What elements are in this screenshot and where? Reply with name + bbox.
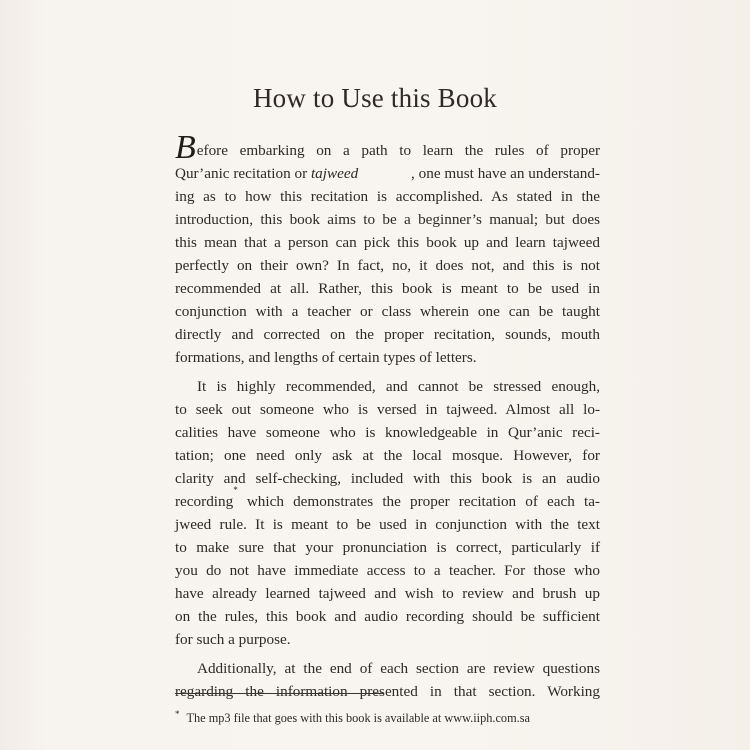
text-line (175, 398, 600, 421)
text-line (175, 657, 600, 680)
line-text: you do not have immediate access to a teacher. For those who (175, 562, 600, 579)
text-line (175, 582, 600, 605)
line-text: , one must have an understand- (411, 165, 600, 182)
paragraph-3 (175, 657, 600, 703)
line-text: ing as to how this recitation is accomplished. As stated in the (175, 188, 600, 205)
line-text: directly and corrected on the proper recitation, sounds, mouth (175, 326, 600, 343)
text-line (175, 485, 600, 513)
text-line (175, 536, 600, 559)
line-text: for such a purpose. (175, 631, 291, 648)
text-line (175, 444, 600, 467)
line-text: perfectly on their own? In fact, no, it does not, and this is not (175, 257, 600, 274)
line-text: Additionally, at the end of each section are review questions (197, 660, 600, 677)
text-line (175, 323, 600, 346)
text-line (175, 421, 600, 444)
text-line (175, 277, 600, 300)
line-text: this mean that a person can pick this book up and learn tajweed (175, 234, 600, 251)
line-text: tation; one need only ask at the local mosque. However, for (175, 447, 600, 464)
line-text: Qur’anic recitation or (175, 165, 311, 182)
text-line (175, 628, 600, 651)
page-title: How to Use this Book (252, 83, 497, 113)
text-line (175, 375, 600, 398)
body-text (175, 129, 600, 703)
line-text: which demonstrates the proper recitation of each ta- (237, 493, 600, 510)
text-line (175, 513, 600, 536)
line-text: It is highly recommended, and cannot be stressed enough, (197, 378, 600, 395)
text-line (175, 231, 600, 254)
line-text: efore embarking on a path to learn the rules of proper (196, 142, 600, 159)
line-text: recommended at all. Rather, this book is meant to be used in (175, 280, 600, 297)
italic-term: tajweed (310, 165, 359, 182)
line-text: formations, and lengths of certain types of letters. (175, 349, 477, 366)
text-line (175, 300, 600, 323)
text-line (175, 346, 600, 369)
paragraph-2 (175, 375, 600, 651)
line-text: calities have someone who is knowledgeable in Qur’anic reci- (175, 424, 600, 441)
text-line (175, 467, 600, 490)
text-line (175, 559, 600, 582)
text-line (175, 208, 600, 231)
line-text: introduction, this book aims to be a beginner’s manual; but does (175, 211, 600, 228)
line-text: regarding the information presented in that section. Working (175, 683, 600, 700)
footnote-divider (175, 693, 383, 694)
footnote-reference: * (233, 485, 238, 495)
footnote-text: The mp3 file that goes with this book is available at www.iiph.com.sa (186, 711, 530, 726)
drop-cap: B (175, 129, 196, 166)
line-text: have already learned tajweed and wish to review and brush up (175, 585, 600, 602)
line-text: to seek out someone who is versed in tajweed. Almost all lo- (175, 401, 600, 418)
text-line (175, 129, 600, 166)
line-text: to make sure that your pronunciation is correct, particularly if (175, 539, 600, 556)
footnote-mark: * (175, 709, 180, 719)
text-line (175, 162, 600, 185)
text-line (175, 185, 600, 208)
line-text: clarity and self-checking, included with this book is an audio (175, 470, 600, 487)
footnote (175, 706, 605, 726)
line-text: recording (175, 493, 234, 510)
line-text: on the rules, this book and audio recording should be sufficient (175, 608, 600, 625)
line-text: conjunction with a teacher or class wherein one can be taught (175, 303, 600, 320)
text-line (175, 605, 600, 628)
text-line (175, 254, 600, 277)
paragraph-1 (175, 129, 600, 369)
line-text: jweed rule. It is meant to be used in conjunction with the text (175, 516, 600, 533)
text-line (175, 680, 600, 703)
